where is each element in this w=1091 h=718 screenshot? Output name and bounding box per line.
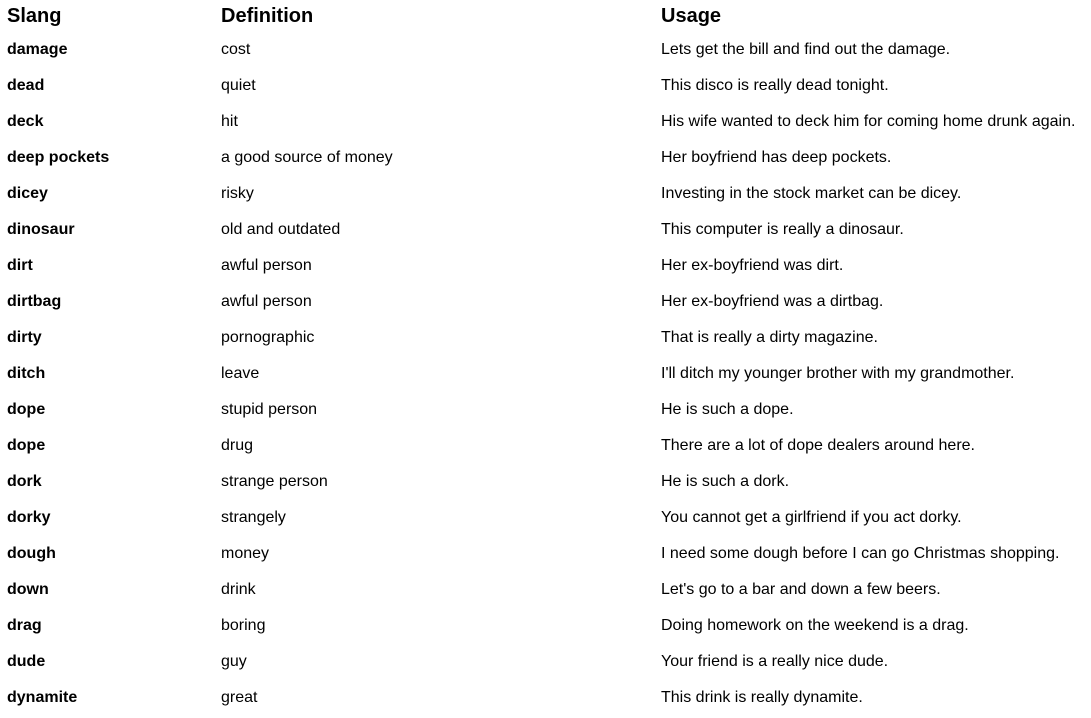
table-row [0, 680, 1091, 716]
slang-usage: Her boyfriend has deep pockets. [661, 149, 892, 166]
slang-usage: Investing in the stock market can be dicey. [661, 185, 962, 202]
slang-usage: That is really a dirty magazine. [661, 329, 878, 346]
slang-definition: awful person [221, 293, 312, 310]
slang-definition: risky [221, 185, 254, 202]
table-row [0, 572, 1091, 608]
slang-usage: This disco is really dead tonight. [661, 77, 889, 94]
slang-definition: hit [221, 113, 238, 130]
slang-term: dirt [7, 257, 33, 274]
slang-usage: You cannot get a girlfriend if you act dorky. [661, 509, 962, 526]
table-row [0, 32, 1091, 68]
slang-term: ditch [7, 365, 46, 382]
table-row [0, 248, 1091, 284]
slang-term: dynamite [7, 689, 78, 706]
slang-definition: drug [221, 437, 254, 454]
slang-usage: This drink is really dynamite. [661, 689, 863, 706]
slang-term: dirty [7, 329, 42, 346]
slang-definition: leave [221, 365, 260, 382]
table-row [0, 500, 1091, 536]
table-row [0, 536, 1091, 572]
slang-definition: strange person [221, 473, 328, 490]
table-row [0, 464, 1091, 500]
slang-usage: He is such a dork. [661, 473, 790, 490]
slang-usage: Let's go to a bar and down a few beers. [661, 581, 941, 598]
slang-usage: I need some dough before I can go Christmas shopping. [661, 545, 1060, 562]
slang-term: dinosaur [7, 221, 75, 238]
slang-usage: I'll ditch my younger brother with my grandmother. [661, 365, 1015, 382]
slang-definition: a good source of money [221, 149, 393, 166]
slang-definition: strangely [221, 509, 286, 526]
table-header-row [0, 0, 1091, 32]
slang-term: dope [7, 401, 46, 418]
header-slang: Slang [7, 4, 62, 27]
slang-usage: Her ex-boyfriend was dirt. [661, 257, 844, 274]
slang-definition: old and outdated [221, 221, 341, 238]
table-row [0, 68, 1091, 104]
slang-term: dork [7, 473, 42, 490]
slang-definition: drink [221, 581, 256, 598]
slang-definition: awful person [221, 257, 312, 274]
slang-usage: Her ex-boyfriend was a dirtbag. [661, 293, 884, 310]
slang-definition: cost [221, 41, 251, 58]
table-row [0, 104, 1091, 140]
table-row [0, 392, 1091, 428]
slang-term: deck [7, 113, 44, 130]
slang-definition: money [221, 545, 270, 562]
slang-term: dorky [7, 509, 51, 526]
slang-term: deep pockets [7, 149, 110, 166]
table-row [0, 644, 1091, 680]
header-usage: Usage [661, 4, 722, 27]
slang-term: damage [7, 41, 68, 58]
table-row [0, 140, 1091, 176]
slang-definition: quiet [221, 77, 256, 94]
table-row [0, 320, 1091, 356]
table-row [0, 212, 1091, 248]
slang-definition: stupid person [221, 401, 318, 418]
table-row [0, 428, 1091, 464]
table-row [0, 284, 1091, 320]
slang-definition: pornographic [221, 329, 315, 346]
slang-usage: Your friend is a really nice dude. [661, 653, 889, 670]
slang-definition: boring [221, 617, 266, 634]
table-row [0, 608, 1091, 644]
slang-term: dicey [7, 185, 48, 202]
table-row [0, 176, 1091, 212]
slang-term: down [7, 581, 49, 598]
slang-definition: great [221, 689, 258, 706]
slang-usage: This computer is really a dinosaur. [661, 221, 904, 238]
slang-usage: Lets get the bill and find out the damage. [661, 41, 951, 58]
slang-term: drag [7, 617, 42, 634]
slang-usage: He is such a dope. [661, 401, 794, 418]
slang-term: dead [7, 77, 45, 94]
slang-term: dope [7, 437, 46, 454]
slang-usage: Doing homework on the weekend is a drag. [661, 617, 969, 634]
slang-term: dough [7, 545, 56, 562]
slang-usage: There are a lot of dope dealers around here. [661, 437, 975, 454]
slang-term: dirtbag [7, 293, 62, 310]
header-definition: Definition [221, 4, 314, 27]
slang-definition: guy [221, 653, 247, 670]
slang-term: dude [7, 653, 46, 670]
slang-usage: His wife wanted to deck him for coming home drunk again. [661, 113, 1076, 130]
table-row [0, 356, 1091, 392]
